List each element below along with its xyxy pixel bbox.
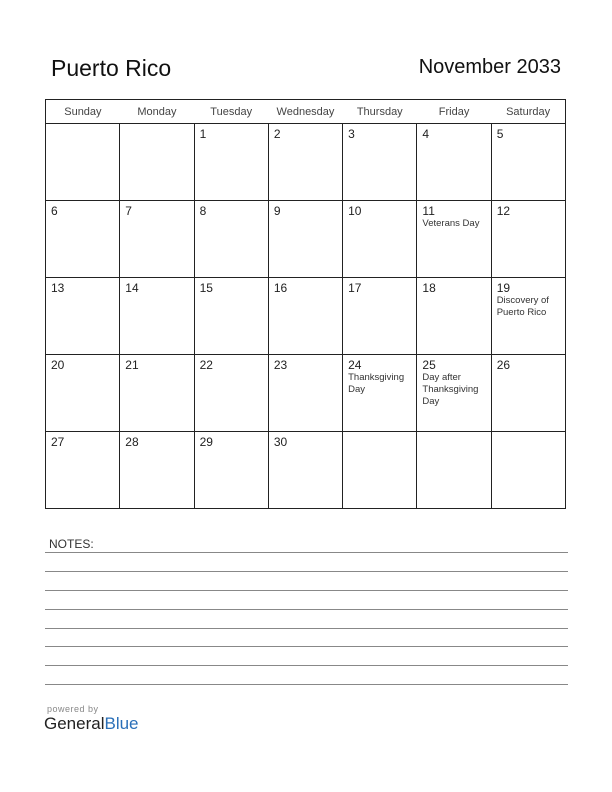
weekday-thursday: Thursday	[343, 100, 417, 124]
day-cell	[491, 432, 565, 509]
day-cell	[491, 355, 565, 432]
calendar-month-title: November 2033	[418, 56, 561, 78]
day-cell	[120, 432, 194, 509]
day-number: 12	[496, 204, 511, 218]
day-cell	[46, 278, 120, 355]
day-cell	[417, 355, 491, 432]
day-cell	[46, 432, 120, 509]
weekday-monday: Monday	[120, 100, 194, 124]
day-cell	[343, 355, 417, 432]
day-number: 11	[422, 204, 435, 218]
day-number: 20	[51, 358, 65, 372]
day-number: 6	[51, 204, 58, 218]
calendar-region-title: Puerto Rico	[51, 55, 172, 81]
day-cell	[268, 355, 342, 432]
day-cell	[120, 278, 194, 355]
week-row	[46, 124, 566, 201]
day-cell	[194, 355, 268, 432]
notes-line	[45, 646, 568, 647]
day-cell	[491, 201, 565, 278]
day-cell	[343, 124, 417, 201]
weekday-wednesday: Wednesday	[268, 100, 342, 124]
day-cell	[343, 432, 417, 509]
day-cell	[194, 124, 268, 201]
day-number: 30	[273, 435, 288, 449]
day-cell	[268, 201, 342, 278]
day-cell	[194, 278, 268, 355]
day-cell	[46, 124, 120, 201]
day-cell	[343, 278, 417, 355]
weekday-sunday: Sunday	[46, 100, 120, 124]
day-number: 10	[348, 204, 362, 218]
holiday-label: Day after Thanksgiving Day	[422, 372, 479, 407]
day-number: 23	[273, 358, 288, 372]
day-cell	[120, 355, 194, 432]
day-number: 28	[125, 435, 139, 449]
day-cell	[46, 201, 120, 278]
day-cell	[194, 201, 268, 278]
day-number: 5	[496, 127, 504, 141]
weekday-header-row	[46, 100, 566, 124]
notes-line	[45, 590, 568, 591]
day-number: 2	[273, 127, 281, 141]
day-cell	[417, 278, 491, 355]
week-row	[46, 355, 566, 432]
day-cell	[491, 278, 565, 355]
day-number: 3	[348, 127, 355, 141]
day-cell	[194, 432, 268, 509]
day-cell	[268, 124, 342, 201]
weekday-tuesday: Tuesday	[194, 100, 268, 124]
day-number: 27	[51, 435, 65, 449]
notes-line	[45, 628, 568, 629]
week-row	[46, 278, 566, 355]
weekday-saturday: Saturday	[491, 100, 565, 124]
day-number: 7	[125, 204, 132, 218]
notes-line	[45, 684, 568, 685]
notes-line	[45, 552, 568, 553]
logo-blue-text: Blue	[104, 714, 139, 733]
day-number: 8	[199, 204, 207, 218]
day-number: 16	[273, 281, 288, 295]
day-number: 21	[125, 358, 139, 372]
day-number: 25	[422, 358, 436, 372]
day-cell	[268, 432, 342, 509]
notes-line	[45, 665, 568, 666]
holiday-label: Discovery of Puerto Rico	[496, 295, 549, 318]
day-cell	[491, 124, 565, 201]
day-number: 26	[496, 358, 511, 372]
notes-line	[45, 571, 568, 572]
weekday-friday: Friday	[417, 100, 491, 124]
day-cell	[120, 201, 194, 278]
day-number: 4	[422, 127, 430, 141]
day-number: 9	[273, 204, 281, 218]
day-number: 17	[348, 281, 362, 295]
powered-by-text: powered by	[47, 704, 99, 714]
notes-label: NOTES:	[49, 537, 94, 551]
generalblue-logo	[44, 714, 139, 734]
day-cell	[417, 124, 491, 201]
day-number: 1	[199, 127, 207, 141]
holiday-label: Thanksgiving Day	[348, 372, 405, 395]
calendar-grid	[45, 99, 566, 509]
week-row	[46, 201, 566, 278]
day-cell	[46, 355, 120, 432]
day-cell	[120, 124, 194, 201]
day-cell	[268, 278, 342, 355]
day-number: 22	[199, 358, 213, 372]
notes-line	[45, 609, 568, 610]
day-number: 18	[422, 281, 436, 295]
day-number: 13	[51, 281, 65, 295]
day-cell	[417, 201, 491, 278]
week-row	[46, 432, 566, 509]
day-number: 15	[199, 281, 213, 295]
logo-general-text: General	[44, 714, 105, 733]
day-number: 19	[496, 281, 511, 295]
day-number: 29	[199, 435, 213, 449]
day-cell	[417, 432, 491, 509]
day-number: 14	[125, 281, 139, 295]
day-number: 24	[348, 358, 362, 372]
generalblue-branding	[44, 704, 139, 734]
holiday-label: Veterans Day	[422, 218, 480, 229]
day-cell	[343, 201, 417, 278]
